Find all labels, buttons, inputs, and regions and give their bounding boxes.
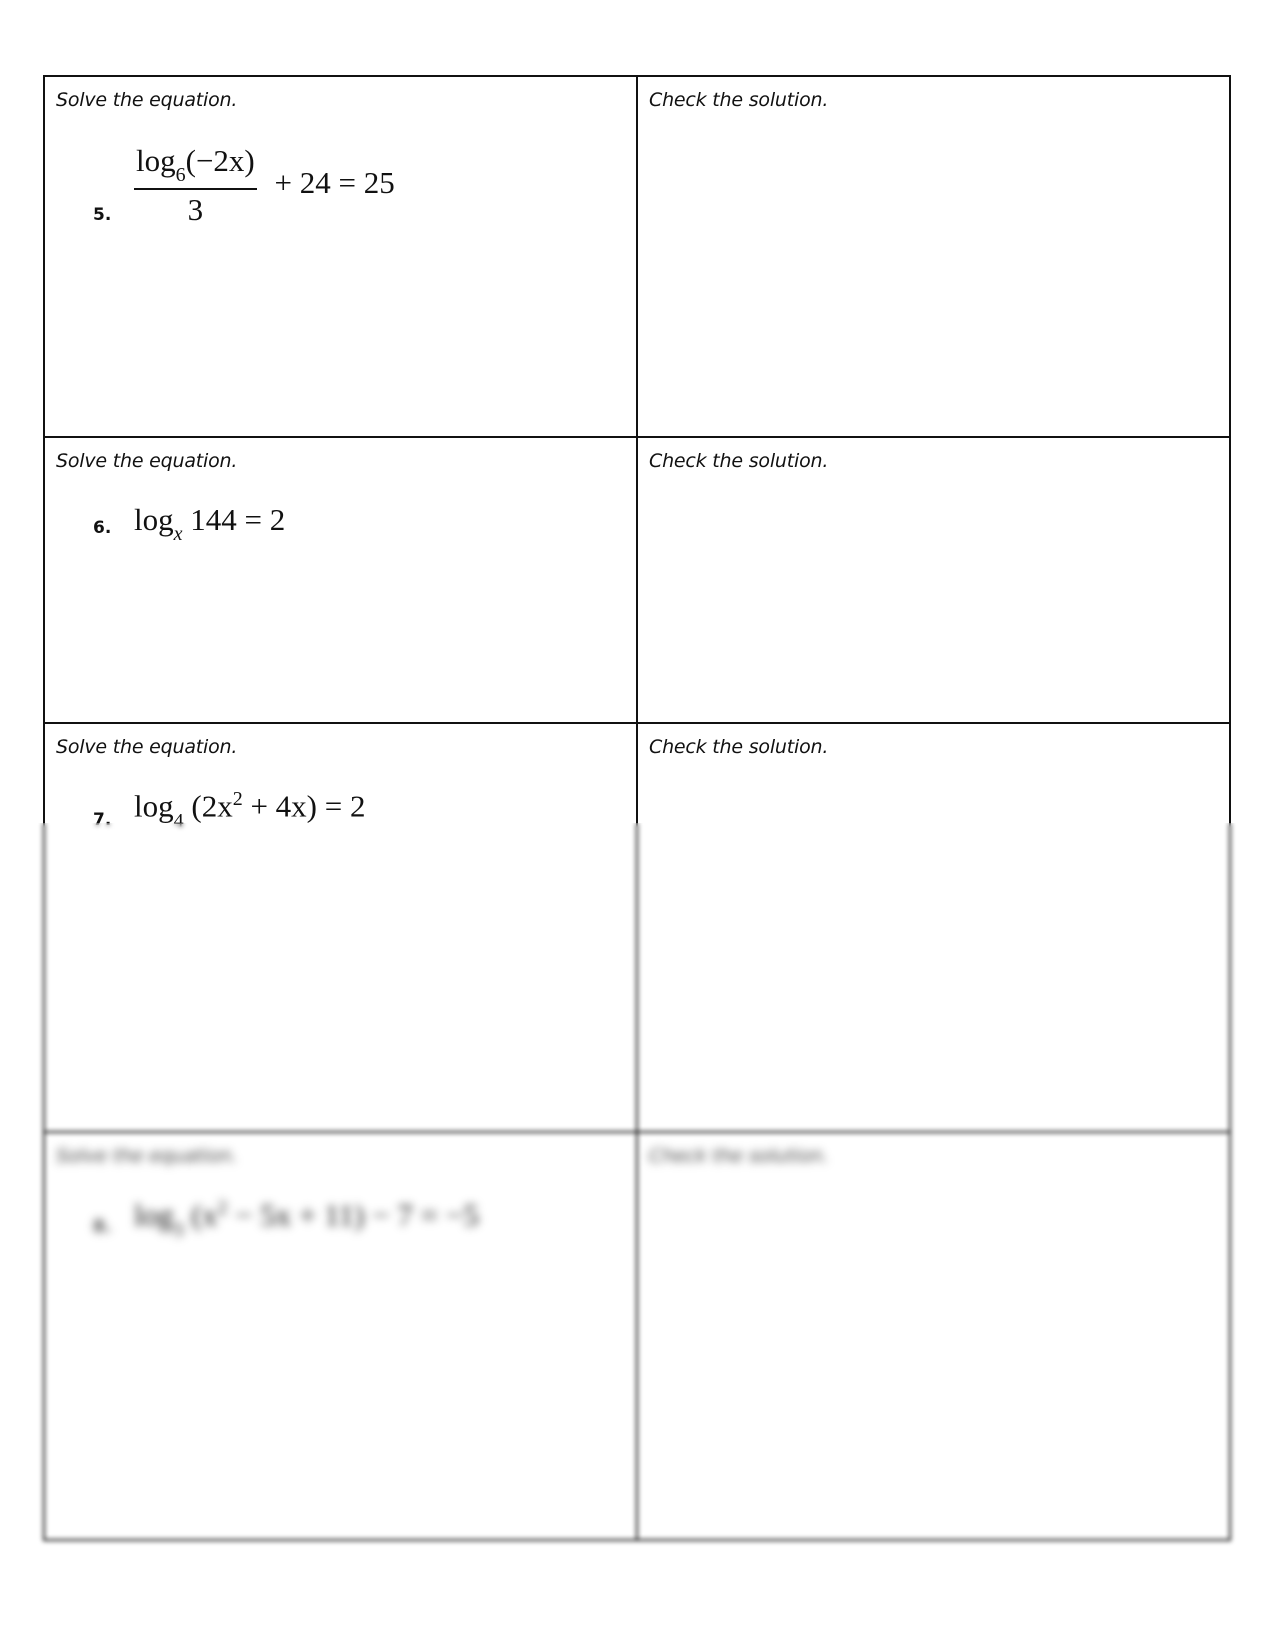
equation-5 <box>134 143 395 228</box>
solve-instruction: Solve the equation. <box>56 89 238 111</box>
solve-instruction: Solve the equation. <box>56 450 238 472</box>
problem-7 <box>45 788 366 830</box>
check-cell-7 <box>637 723 1230 1132</box>
solve-instruction: Solve the equation. <box>56 736 238 758</box>
check-instruction: Check the solution. <box>649 450 829 472</box>
solve-cell-8 <box>44 1132 637 1540</box>
problem-number: 6. <box>93 518 112 538</box>
check-instruction: Check the solution. <box>649 1145 829 1167</box>
solve-instruction: Solve the equation. <box>56 1145 238 1167</box>
fraction-numerator: $\log_6(-2x)$ <box>134 143 257 190</box>
problem-number: 7. <box>93 810 112 830</box>
equation-7: $\log_4 (2x^2 + 4x) = 2$ <box>134 788 366 832</box>
problem-row-8 <box>44 1132 1230 1540</box>
problem-6 <box>45 502 286 546</box>
check-instruction: Check the solution. <box>649 736 829 758</box>
solve-cell-7 <box>44 723 637 1132</box>
worksheet-table <box>43 75 1231 1541</box>
fraction-denominator: 3 <box>187 192 204 228</box>
equation-6: $\log_x 144 = 2$ <box>134 502 286 546</box>
problem-number: 5. <box>93 205 112 225</box>
problem-5 <box>45 143 395 228</box>
check-cell-8 <box>637 1132 1230 1540</box>
check-cell-5 <box>637 76 1230 437</box>
check-instruction: Check the solution. <box>649 89 829 111</box>
problem-row-5 <box>44 76 1230 437</box>
problem-row-6 <box>44 437 1230 723</box>
problem-8 <box>45 1197 479 1239</box>
solve-cell-6 <box>44 437 637 723</box>
problem-row-7 <box>44 723 1230 1132</box>
equation-tail: + 24 = 25 <box>274 164 395 200</box>
equation-8: $\log_3 (x^2 - 5x + 11) - 7 = -5$ <box>134 1197 479 1241</box>
problem-number: 8. <box>93 1217 112 1237</box>
fraction <box>134 143 257 228</box>
solve-cell-5 <box>44 76 637 437</box>
check-cell-6 <box>637 437 1230 723</box>
